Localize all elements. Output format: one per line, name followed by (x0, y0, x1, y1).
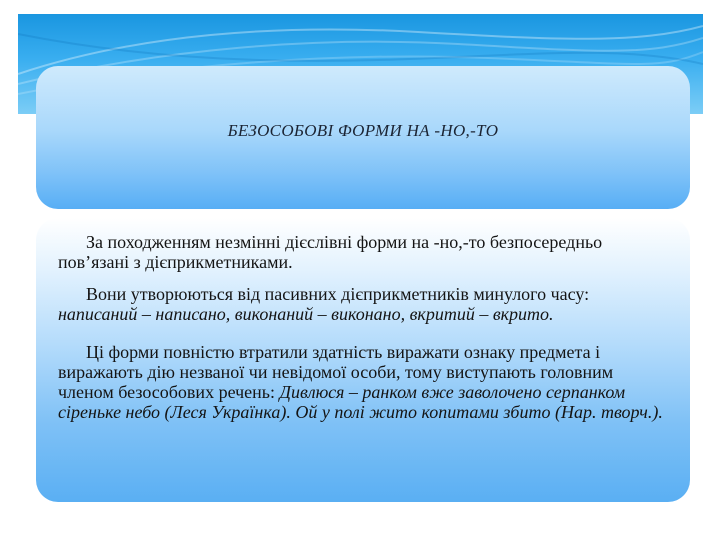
paragraph-1: За походженням незмінні дієслівні форми на -но,-то безпосередньо пов’язані з дієприкметниками. (58, 232, 603, 272)
paragraph-3-examples: Дивлюся – ранком вже заволочено серпанком сіреньке небо (Леся Українка). Ой у полі жито копитами збито (Нар. творч.). (58, 382, 663, 422)
paragraph-3 (58, 342, 668, 422)
paragraph-2-text: Вони утворюються від пасивних дієприкметників минулого часу: (86, 284, 590, 304)
paragraph-2-examples: написаний – написано, виконаний – виконано, вкритий – вкрито. (58, 304, 554, 324)
slide-title: БЕЗОСОБОВІ ФОРМИ НА -НО,-ТО (227, 121, 499, 140)
content-text (58, 232, 668, 434)
title-panel (36, 66, 690, 209)
paragraph-2 (58, 284, 668, 324)
paragraph-3-text: Ці форми повністю втратили здатність виражати ознаку предмета і виражають дію незваної чи невідомої особи, тому виступають головним членом безособових речень: (58, 342, 614, 402)
